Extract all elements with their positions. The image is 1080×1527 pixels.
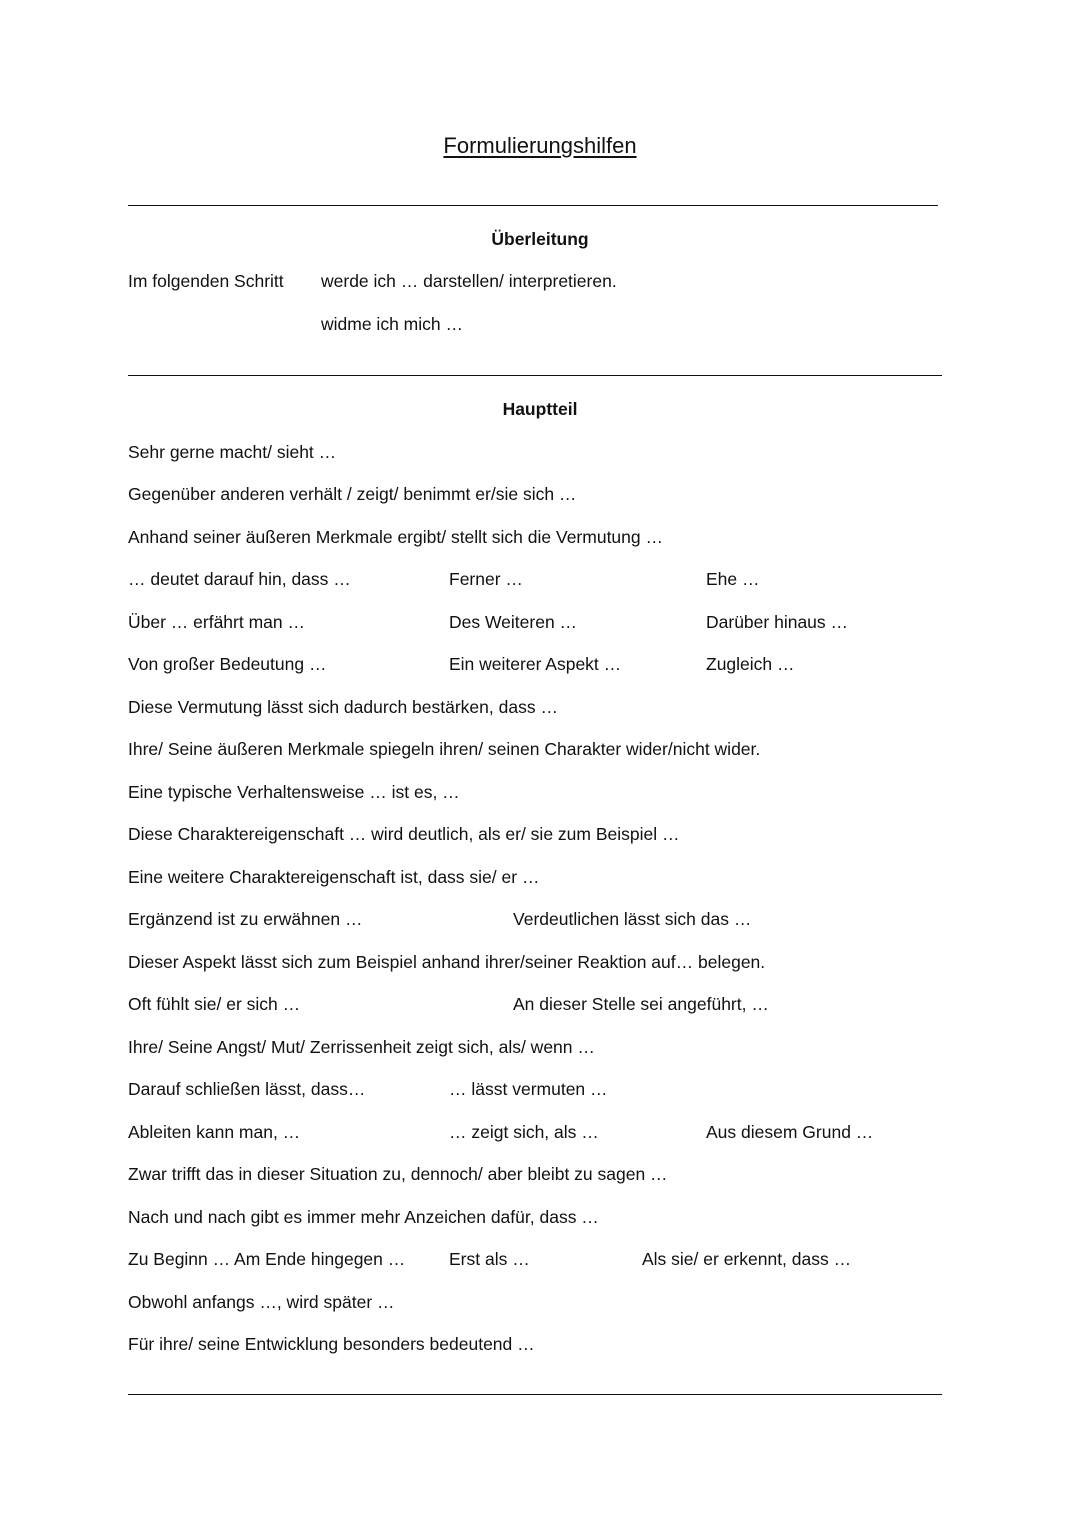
phrase-col1: … deutet darauf hin, dass …: [128, 569, 351, 589]
divider-top: [128, 205, 938, 206]
phrase-line: Diese Charaktereigenschaft … wird deutlich, als er/ sie zum Beispiel …: [128, 824, 680, 844]
phrase-col1: Ableiten kann man, …: [128, 1122, 301, 1142]
phrase-line: Ihre/ Seine äußeren Merkmale spiegeln ihren/ seinen Charakter wider/nicht wider.: [128, 739, 761, 759]
phrase-line: Dieser Aspekt lässt sich zum Beispiel anhand ihrer/seiner Reaktion auf… belegen.: [128, 952, 766, 972]
phrase-line: Gegenüber anderen verhält / zeigt/ benimmt er/sie sich …: [128, 484, 577, 504]
phrase-col2: Erst als …: [449, 1249, 530, 1269]
phrase-col2: Ein weiterer Aspekt …: [449, 654, 622, 674]
phrase-col2: Des Weiteren …: [449, 612, 578, 632]
phrase-line: Für ihre/ seine Entwicklung besonders bedeutend …: [128, 1334, 535, 1354]
page-title: Formulierungshilfen: [443, 133, 637, 158]
phrase-col1: Oft fühlt sie/ er sich …: [128, 994, 301, 1014]
phrase-col2: An dieser Stelle sei angeführt, …: [513, 994, 769, 1014]
phrase-col2: … lässt vermuten …: [449, 1079, 608, 1099]
phrase-col3: Aus diesem Grund …: [706, 1122, 874, 1142]
ueberleitung-option-2: widme ich mich …: [321, 314, 463, 334]
phrase-line: Diese Vermutung lässt sich dadurch bestärken, dass …: [128, 697, 558, 717]
section-heading-ueberleitung: Überleitung: [491, 229, 589, 249]
divider-middle: [128, 375, 942, 376]
phrase-col2: Verdeutlichen lässt sich das …: [513, 909, 752, 929]
phrase-line: Anhand seiner äußeren Merkmale ergibt/ stellt sich die Vermutung …: [128, 527, 663, 547]
phrase-line: Nach und nach gibt es immer mehr Anzeichen dafür, dass …: [128, 1207, 599, 1227]
phrase-col3: Darüber hinaus …: [706, 612, 849, 632]
phrase-line: Eine typische Verhaltensweise … ist es, …: [128, 782, 460, 802]
divider-bottom: [128, 1394, 942, 1395]
phrase-line: Ihre/ Seine Angst/ Mut/ Zerrissenheit zeigt sich, als/ wenn …: [128, 1037, 595, 1057]
phrase-col3: Ehe …: [706, 569, 760, 589]
phrase-line: Eine weitere Charaktereigenschaft ist, dass sie/ er …: [128, 867, 540, 887]
phrase-col1: Über … erfährt man …: [128, 612, 305, 632]
phrase-col3: Zugleich …: [706, 654, 795, 674]
phrase-col1: Zu Beginn … Am Ende hingegen …: [128, 1249, 406, 1269]
ueberleitung-option-1: werde ich … darstellen/ interpretieren.: [321, 271, 617, 291]
phrase-col1: Ergänzend ist zu erwähnen …: [128, 909, 363, 929]
phrase-col2: Ferner …: [449, 569, 523, 589]
section-heading-hauptteil: Hauptteil: [502, 399, 578, 419]
phrase-line: Sehr gerne macht/ sieht …: [128, 442, 337, 462]
ueberleitung-lead: Im folgenden Schritt: [128, 271, 284, 291]
phrase-col1: Darauf schließen lässt, dass…: [128, 1079, 366, 1099]
phrase-line: Obwohl anfangs …, wird später …: [128, 1292, 395, 1312]
phrase-col1: Von großer Bedeutung …: [128, 654, 327, 674]
phrase-col2: … zeigt sich, als …: [449, 1122, 599, 1142]
phrase-line: Zwar trifft das in dieser Situation zu, dennoch/ aber bleibt zu sagen …: [128, 1164, 668, 1184]
phrase-col3: Als sie/ er erkennt, dass …: [642, 1249, 852, 1269]
